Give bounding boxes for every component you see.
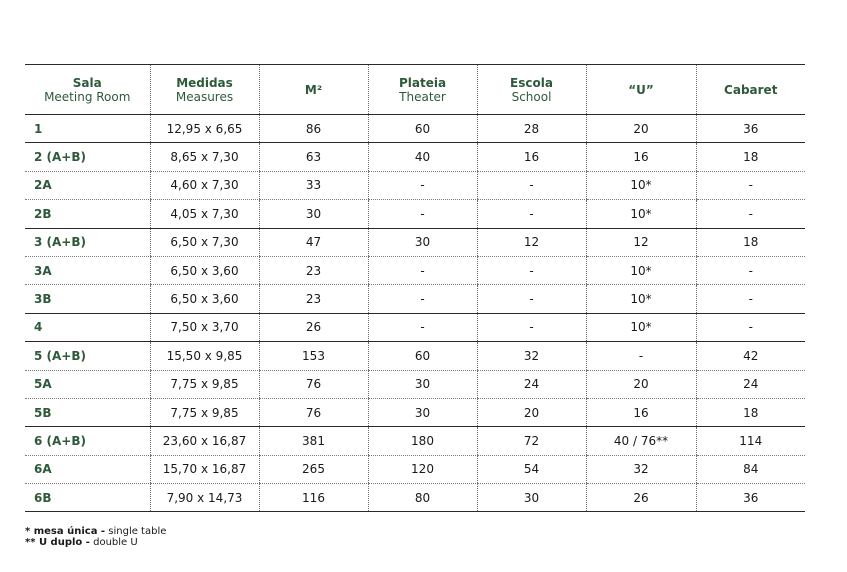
room-area: 76	[259, 370, 368, 398]
room-name: 2B	[25, 200, 150, 228]
table-row	[25, 455, 805, 483]
theater-capacity: -	[368, 256, 477, 284]
header-theater	[368, 65, 477, 115]
u-capacity: 10*	[586, 285, 696, 313]
u-capacity: 12	[586, 228, 696, 256]
table-row	[25, 143, 805, 171]
u-capacity: 20	[586, 370, 696, 398]
theater-capacity: 60	[368, 115, 477, 143]
cabaret-capacity: -	[696, 313, 805, 341]
header-school-pt: Escola	[510, 75, 553, 90]
room-measures: 6,50 x 3,60	[150, 285, 259, 313]
room-measures: 4,05 x 7,30	[150, 200, 259, 228]
theater-capacity: -	[368, 200, 477, 228]
school-capacity: 20	[477, 398, 586, 426]
footnote-double-u-text: double U	[93, 537, 138, 548]
cabaret-capacity: -	[696, 200, 805, 228]
room-name: 2A	[25, 171, 150, 199]
u-capacity: 16	[586, 398, 696, 426]
cabaret-capacity: 36	[696, 484, 805, 512]
u-capacity: 40 / 76**	[586, 427, 696, 455]
room-measures: 12,95 x 6,65	[150, 115, 259, 143]
school-capacity: 32	[477, 342, 586, 370]
school-capacity: -	[477, 313, 586, 341]
u-capacity: 10*	[586, 313, 696, 341]
room-name: 4	[25, 313, 150, 341]
header-area-label: M²	[304, 82, 323, 97]
table-row	[25, 200, 805, 228]
cabaret-capacity: -	[696, 171, 805, 199]
room-area: 30	[259, 200, 368, 228]
cabaret-capacity: 18	[696, 143, 805, 171]
school-capacity: -	[477, 200, 586, 228]
theater-capacity: 60	[368, 342, 477, 370]
school-capacity: 54	[477, 455, 586, 483]
school-capacity: -	[477, 256, 586, 284]
u-capacity: 26	[586, 484, 696, 512]
theater-capacity: 120	[368, 455, 477, 483]
room-measures: 7,50 x 3,70	[150, 313, 259, 341]
u-capacity: 20	[586, 115, 696, 143]
room-name: 5A	[25, 370, 150, 398]
u-capacity: -	[586, 342, 696, 370]
room-area: 86	[259, 115, 368, 143]
table-row	[25, 115, 805, 143]
room-name: 3A	[25, 256, 150, 284]
cabaret-capacity: 42	[696, 342, 805, 370]
room-area: 265	[259, 455, 368, 483]
table-row	[25, 370, 805, 398]
cabaret-capacity: 18	[696, 398, 805, 426]
theater-capacity: -	[368, 285, 477, 313]
school-capacity: 30	[477, 484, 586, 512]
room-measures: 6,50 x 7,30	[150, 228, 259, 256]
room-area: 23	[259, 285, 368, 313]
header-theater-pt: Plateia	[398, 75, 447, 90]
room-name: 6B	[25, 484, 150, 512]
room-measures: 23,60 x 16,87	[150, 427, 259, 455]
room-measures: 7,75 x 9,85	[150, 370, 259, 398]
footnote-double-u-mark: ** U duplo -	[25, 537, 90, 548]
cabaret-capacity: 36	[696, 115, 805, 143]
school-capacity: 28	[477, 115, 586, 143]
table-row	[25, 285, 805, 313]
room-measures: 7,90 x 14,73	[150, 484, 259, 512]
header-room	[25, 65, 150, 115]
footnote-single-table	[25, 526, 166, 537]
theater-capacity: 40	[368, 143, 477, 171]
room-measures: 4,60 x 7,30	[150, 171, 259, 199]
room-measures: 6,50 x 3,60	[150, 256, 259, 284]
header-u-label: “U”	[628, 82, 654, 97]
room-measures: 7,75 x 9,85	[150, 398, 259, 426]
u-capacity: 16	[586, 143, 696, 171]
table-header-row	[25, 65, 805, 115]
cabaret-capacity: 18	[696, 228, 805, 256]
table-row	[25, 313, 805, 341]
theater-capacity: 30	[368, 370, 477, 398]
header-measures	[150, 65, 259, 115]
capacity-sheet	[25, 64, 805, 512]
cabaret-capacity: 84	[696, 455, 805, 483]
cabaret-capacity: -	[696, 256, 805, 284]
header-cabaret	[696, 65, 805, 115]
room-name: 5 (A+B)	[25, 342, 150, 370]
room-name: 6 (A+B)	[25, 427, 150, 455]
room-measures: 15,70 x 16,87	[150, 455, 259, 483]
table-row	[25, 398, 805, 426]
cabaret-capacity: -	[696, 285, 805, 313]
header-measures-en: Measures	[175, 89, 234, 104]
school-capacity: 16	[477, 143, 586, 171]
table-row	[25, 342, 805, 370]
cabaret-capacity: 24	[696, 370, 805, 398]
table-row	[25, 256, 805, 284]
u-capacity: 10*	[586, 171, 696, 199]
room-name: 2 (A+B)	[25, 143, 150, 171]
school-capacity: 12	[477, 228, 586, 256]
room-area: 33	[259, 171, 368, 199]
table-row	[25, 484, 805, 512]
table-row	[25, 228, 805, 256]
u-capacity: 10*	[586, 200, 696, 228]
theater-capacity: 80	[368, 484, 477, 512]
theater-capacity: 30	[368, 228, 477, 256]
u-capacity: 10*	[586, 256, 696, 284]
room-name: 5B	[25, 398, 150, 426]
footnote-double-u	[25, 537, 166, 548]
room-area: 116	[259, 484, 368, 512]
header-room-pt: Sala	[72, 75, 102, 90]
room-capacity-table	[25, 64, 805, 512]
school-capacity: 24	[477, 370, 586, 398]
room-area: 63	[259, 143, 368, 171]
header-room-en: Meeting Room	[44, 89, 131, 104]
school-capacity: -	[477, 285, 586, 313]
room-area: 76	[259, 398, 368, 426]
room-name: 3 (A+B)	[25, 228, 150, 256]
school-capacity: 72	[477, 427, 586, 455]
header-cabaret-label: Cabaret	[724, 82, 778, 97]
room-name: 6A	[25, 455, 150, 483]
room-name: 1	[25, 115, 150, 143]
room-area: 381	[259, 427, 368, 455]
theater-capacity: 30	[368, 398, 477, 426]
footnotes	[25, 526, 166, 548]
theater-capacity: 180	[368, 427, 477, 455]
footnote-single-table-mark: * mesa única -	[25, 526, 106, 537]
room-measures: 8,65 x 7,30	[150, 143, 259, 171]
table-row	[25, 171, 805, 199]
room-area: 47	[259, 228, 368, 256]
header-measures-pt: Medidas	[176, 75, 233, 90]
theater-capacity: -	[368, 313, 477, 341]
school-capacity: -	[477, 171, 586, 199]
header-school	[477, 65, 586, 115]
footnote-single-table-text: single table	[108, 526, 167, 537]
header-u-shape	[586, 65, 696, 115]
u-capacity: 32	[586, 455, 696, 483]
header-theater-en: Theater	[399, 89, 446, 104]
table-row	[25, 427, 805, 455]
header-school-en: School	[511, 89, 552, 104]
room-measures: 15,50 x 9,85	[150, 342, 259, 370]
room-name: 3B	[25, 285, 150, 313]
theater-capacity: -	[368, 171, 477, 199]
header-area	[259, 65, 368, 115]
room-area: 153	[259, 342, 368, 370]
room-area: 26	[259, 313, 368, 341]
cabaret-capacity: 114	[696, 427, 805, 455]
room-area: 23	[259, 256, 368, 284]
